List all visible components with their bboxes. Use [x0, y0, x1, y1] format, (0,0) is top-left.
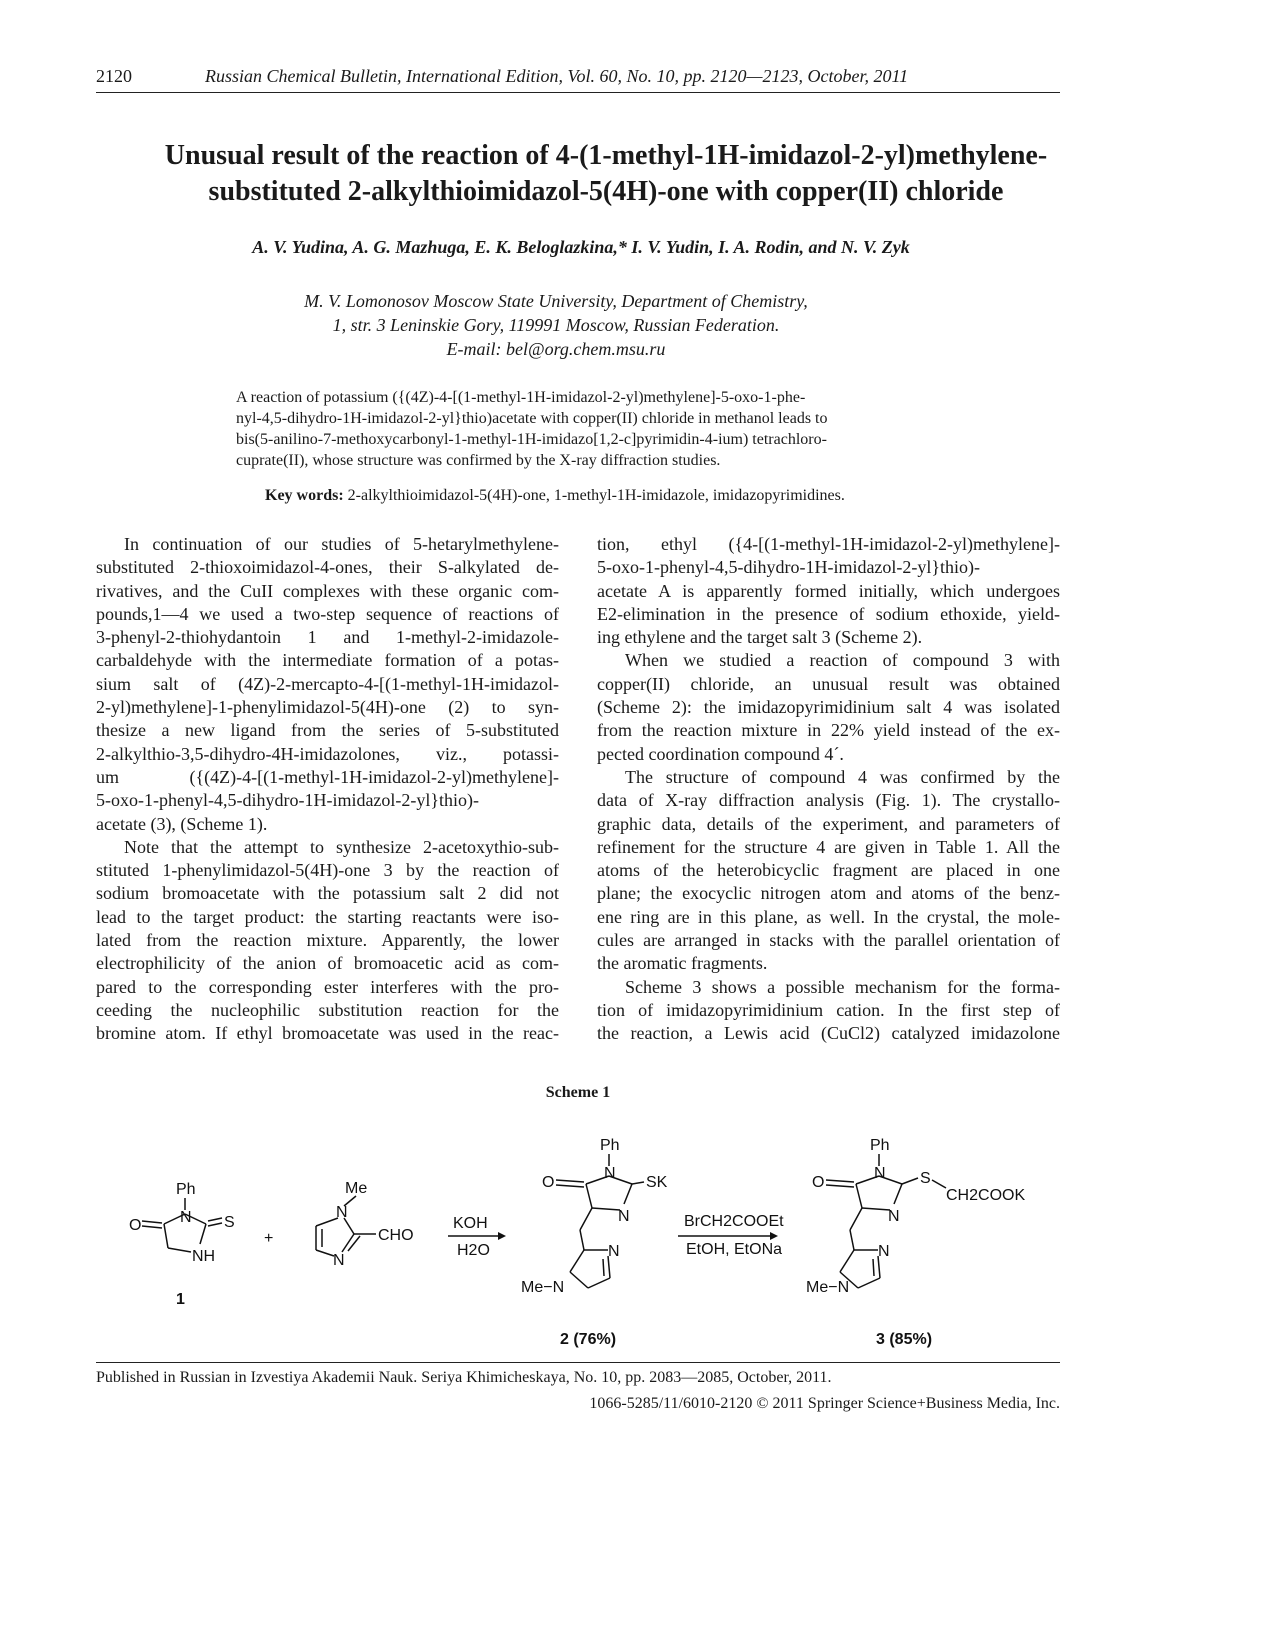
- body-line: plane; the exocyclic nitrogen atom and atoms of the benz-: [597, 883, 1060, 904]
- atom-label: N: [336, 1204, 348, 1221]
- atom-label: NH: [192, 1248, 216, 1265]
- body-line: E2-elimination in the presence of sodium ethoxide, yield-: [597, 603, 1060, 624]
- body-line: Scheme 3 shows a possible mechanism for the forma-: [625, 976, 1060, 997]
- plus-sign: +: [264, 1230, 274, 1247]
- author-list: A. V. Yudina, A. G. Mazhuga, E. K. Beloglazkina,* I. V. Yudin, I. A. Rodin, and N. V. Zyk: [252, 237, 910, 257]
- affiliation: [96, 289, 1016, 361]
- keywords-text: 2-alkylthioimidazol-5(4H)-one, 1-methyl-1H-imidazole, imidazopyrimidines.: [347, 487, 845, 504]
- atom-label: N: [888, 1208, 900, 1225]
- body-line: lated from the reaction mixture. Apparently, the lower: [96, 930, 559, 951]
- atom-label: Me: [345, 1180, 368, 1197]
- body-line: In continuation of our studies of 5-hetarylmethylene-: [124, 534, 559, 554]
- published-note: Published in Russian in Izvestiya Akademii Nauk. Seriya Khimicheskaya, No. 10, pp. 2083—2085, October, 2011.: [96, 1369, 832, 1386]
- compound-2-label: 2 (76%): [560, 1331, 617, 1348]
- page-number: 2120: [96, 66, 132, 86]
- copyright-line: 1066-5285/11/6010-2120 © 2011 Springer Science+Business Media, Inc.: [589, 1395, 1060, 1412]
- body-line: the aromatic fragments.: [597, 953, 768, 974]
- body-line: cules are arranged in stacks with the parallel orientation of: [597, 930, 1060, 951]
- body-line: pared to the corresponding ester interferes with the pro-: [96, 976, 559, 997]
- atom-label: N: [878, 1243, 890, 1260]
- atom-label: Ph: [870, 1137, 890, 1154]
- affiliation-line-1: M. V. Lomonosov Moscow State University, Department of Chemistry,: [304, 291, 808, 311]
- body-line: stituted 1-phenylimidazol-5(4H)-one 3 by the reaction of: [96, 860, 559, 881]
- body-line: electrophilicity of the anion of bromoacetic acid as com-: [96, 953, 559, 974]
- atom-label: N: [618, 1208, 630, 1225]
- abstract: [236, 387, 926, 471]
- reagent-label: BrCH2COOEt: [684, 1213, 784, 1230]
- atom-label: N: [608, 1243, 620, 1260]
- body-line: atoms of the heterobicyclic fragment are placed in one: [597, 860, 1060, 881]
- atom-label: Me−N: [806, 1279, 850, 1296]
- reagent-label: EtOH, EtONa: [686, 1241, 783, 1258]
- affiliation-email: E-mail: bel@org.chem.msu.ru: [446, 339, 666, 359]
- body-line: 5-oxo-1-phenyl-4,5-dihydro-1H-imidazol-2-yl}thio)-: [96, 790, 480, 811]
- atom-label: N: [180, 1209, 192, 1226]
- reagent-label: KOH: [453, 1215, 488, 1232]
- atom-label: CH2COOK: [946, 1187, 1026, 1204]
- atom-label: N: [333, 1252, 345, 1269]
- body-line: um ({(4Z)-4-[(1-methyl-1H-imidazol-2-yl)methylene]-: [96, 766, 559, 787]
- atom-label: SK: [646, 1174, 668, 1191]
- body-line: tion, ethyl ({4-[(1-methyl-1H-imidazol-2-yl)methylene]-: [597, 534, 1060, 554]
- body-line: (Scheme 2): the imidazopyrimidinium salt 4 was isolated: [597, 697, 1060, 718]
- body-line: 3-phenyl-2-thiohydantoin 1 and 1-methyl-2-imidazole-: [96, 627, 559, 648]
- body-line: carbaldehyde with the intermediate formation of a potas-: [96, 650, 559, 671]
- body-line: acetate (3), (Scheme 1).: [96, 813, 268, 834]
- atom-label: S: [920, 1170, 931, 1187]
- article-title: [96, 138, 1116, 210]
- body-line: the reaction, a Lewis acid (CuCl2) catalyzed imidazolone: [597, 1023, 1060, 1044]
- body-line: ceeding the nucleophilic substitution reaction for the: [96, 999, 559, 1020]
- body-line: refinement for the structure 4 are given in Table 1. All the: [597, 836, 1060, 857]
- reaction-scheme: [96, 1110, 1060, 1360]
- body-line: 2-alkylthio-3,5-dihydro-4H-imidazolones, viz., potassi-: [96, 743, 559, 764]
- compound-3-label: 3 (85%): [876, 1331, 933, 1348]
- compound-1-label: 1: [176, 1291, 185, 1308]
- abstract-line: nyl-4,5-dihydro-1H-imidazol-2-yl}thio)acetate with copper(II) chloride in methanol leads to: [236, 410, 828, 427]
- body-line: bromine atom. If ethyl bromoacetate was used in the reac-: [96, 1023, 559, 1044]
- body-line: 5-oxo-1-phenyl-4,5-dihydro-1H-imidazol-2-yl}thio)-: [597, 557, 981, 578]
- affiliation-line-2: 1, str. 3 Leninskie Gory, 119991 Moscow, Russian Federation.: [332, 315, 780, 335]
- keywords: [265, 487, 845, 505]
- body-line: rivatives, and the CuII complexes with these organic com-: [96, 580, 559, 601]
- body-line: sium salt of (4Z)-2-mercapto-4-[(1-methyl-1H-imidazol-: [96, 673, 559, 694]
- footer-rule: [96, 1362, 1060, 1363]
- atom-label: O: [812, 1174, 825, 1191]
- atom-label: O: [542, 1174, 555, 1191]
- atom-label: S: [224, 1214, 235, 1231]
- body-line: sodium bromoacetate with the potassium salt 2 did not: [96, 883, 559, 904]
- body-line: pected coordination compound 4´.: [597, 743, 844, 764]
- body-line: The structure of compound 4 was confirmed by the: [625, 766, 1060, 787]
- abstract-line: A reaction of potassium ({(4Z)-4-[(1-methyl-1H-imidazol-2-yl)methylene]-5-oxo-1-phe-: [236, 389, 806, 406]
- body-line: When we studied a reaction of compound 3 with: [625, 650, 1060, 671]
- body-line: 2-yl)methylene]-1-phenylimidazol-5(4H)-one (2) to syn-: [96, 697, 559, 718]
- atom-label: CHO: [378, 1227, 414, 1244]
- atom-label: O: [129, 1217, 142, 1234]
- keywords-label: Key words:: [265, 487, 344, 504]
- body-column-right: [597, 533, 1060, 1046]
- atom-label: Me−N: [521, 1279, 565, 1296]
- body-line: acetate A is apparently formed initially, which undergoes: [597, 580, 1060, 601]
- body-line: substituted 2-thioxoimidazol-4-ones, their S-alkylated de-: [96, 557, 559, 578]
- scheme-label: Scheme 1: [545, 1084, 611, 1101]
- body-line: ene ring are in this plane, as well. In the crystal, the mole-: [597, 906, 1060, 927]
- body-line: lead to the target product: the starting reactants were iso-: [96, 906, 559, 927]
- abstract-line: bis(5-anilino-7-methoxycarbonyl-1-methyl-1H-imidazo[1,2-c]pyrimidin-4-ium) tetrachloro-: [236, 431, 827, 448]
- body-line: graphic data, details of the experiment, and parameters of: [597, 813, 1060, 834]
- body-line: from the reaction mixture in 22% yield instead of the ex-: [597, 720, 1060, 741]
- body-line: thesize a new ligand from the series of 5-substituted: [96, 720, 559, 741]
- body-line: Note that the attempt to synthesize 2-acetoxythio-sub-: [124, 836, 559, 857]
- title-line-2: substituted 2-alkylthioimidazol-5(4H)-one with copper(II) chloride: [208, 176, 1004, 207]
- abstract-line: cuprate(II), whose structure was confirmed by the X-ray diffraction studies.: [236, 452, 721, 469]
- body-line: tion of imidazopyrimidinium cation. In the first step of: [597, 999, 1060, 1020]
- atom-label: Ph: [176, 1181, 196, 1198]
- atom-label: N: [604, 1165, 616, 1182]
- body-line: pounds,1—4 we used a two-step sequence of reactions of: [96, 603, 559, 624]
- body-column-left: [96, 533, 559, 1046]
- reagent-label: H2O: [457, 1242, 490, 1259]
- body-line: data of X-ray diffraction analysis (Fig. 1). The crystallo-: [597, 790, 1060, 811]
- atom-label: Ph: [600, 1137, 620, 1154]
- atom-label: N: [874, 1165, 886, 1182]
- body-line: ing ethylene and the target salt 3 (Scheme 2).: [597, 627, 923, 648]
- title-line-1: Unusual result of the reaction of 4-(1-methyl-1H-imidazol-2-yl)methylene-: [164, 140, 1048, 171]
- header-rule: [96, 92, 1060, 93]
- body-line: copper(II) chloride, an unusual result was obtained: [597, 673, 1060, 694]
- journal-citation: Russian Chemical Bulletin, International Edition, Vol. 60, No. 10, pp. 2120—2123, October, 2011: [205, 66, 909, 86]
